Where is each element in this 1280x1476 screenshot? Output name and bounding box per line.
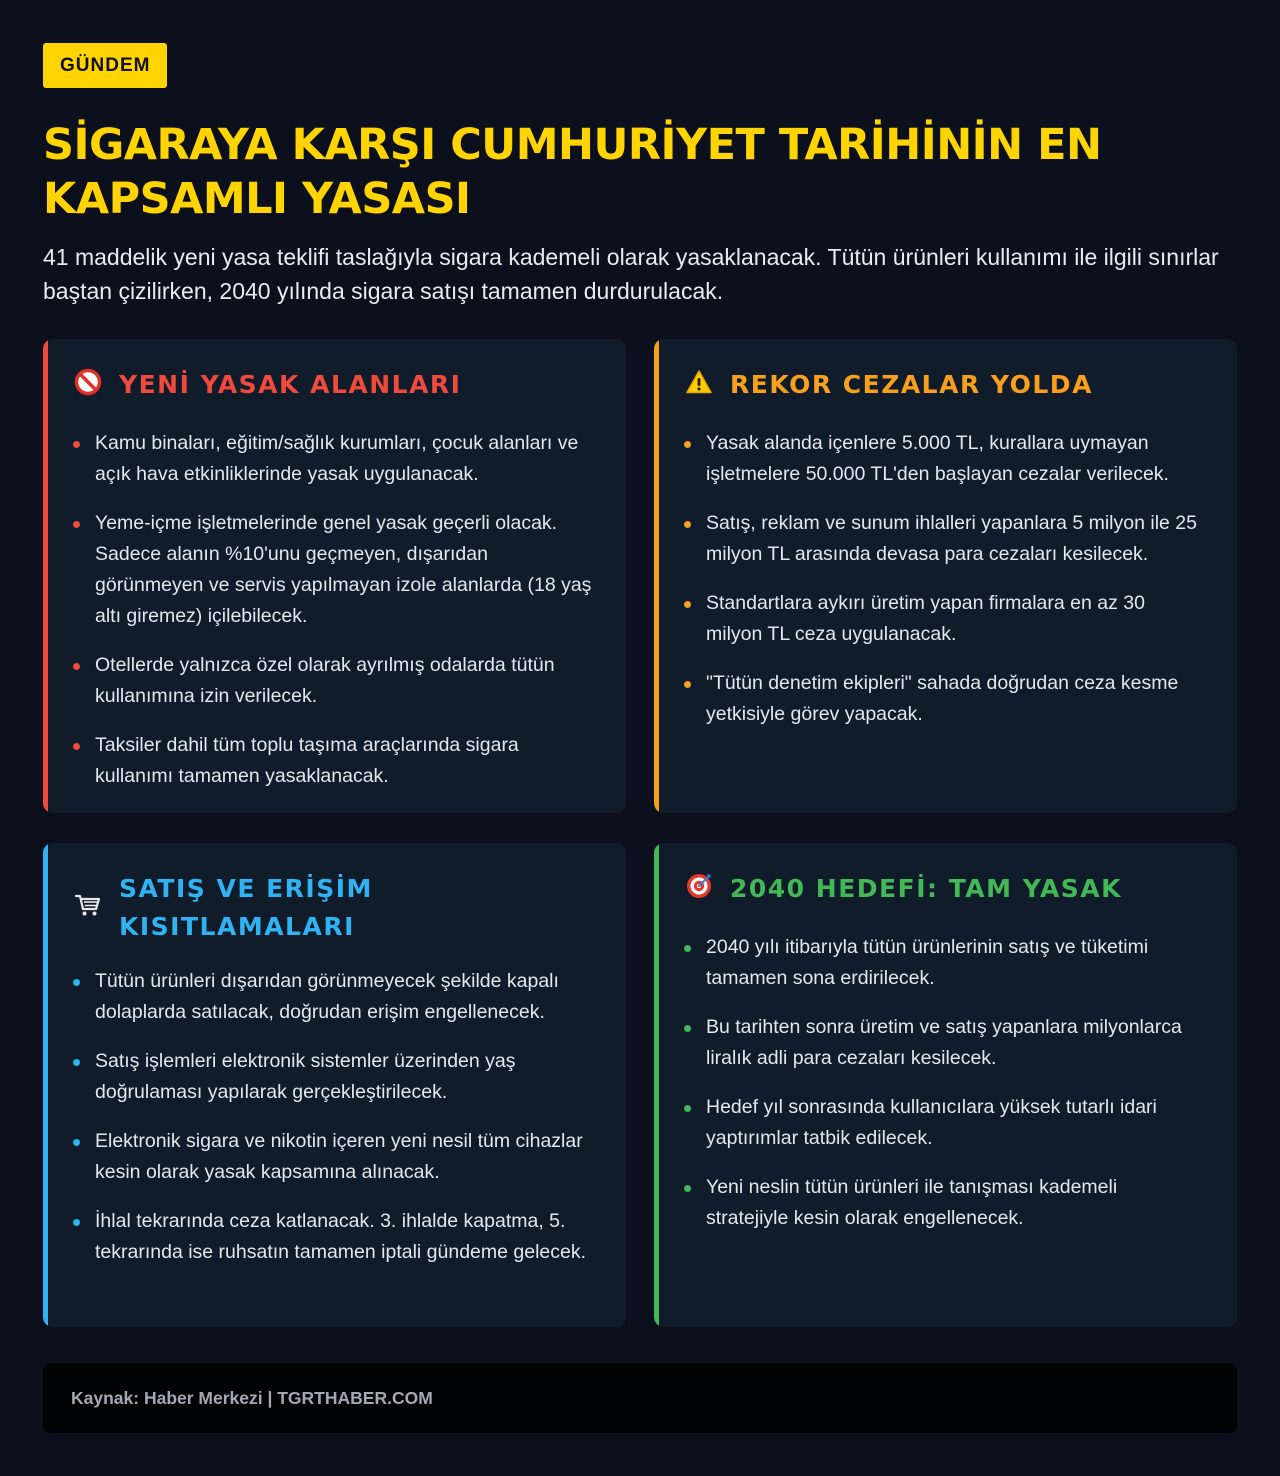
list-item: 2040 yılı itibarıyla tütün ürünlerinin satış ve tüketimi tamamen sona erdirilecek. [684, 932, 1203, 994]
list-item: Yeme-içme işletmelerinde genel yasak geçerli olacak. Sadece alanın %10'unu geçmeyen, dışarıdan görünmeyen ve servis yapılmayan izole alanlarda (18 yaş altı giremez) içilebilecek. [73, 508, 592, 632]
target-icon [684, 871, 714, 901]
card-title: 2040 HEDEFİ: TAM YASAK [730, 874, 1123, 903]
warning-icon [684, 367, 714, 397]
page-title-line-2: KAPSAMLI YASASI [43, 174, 471, 224]
list-item: Satış işlemleri elektronik sistemler üzerinden yaş doğrulaması yapılarak gerçekleştirilecek. [73, 1046, 592, 1108]
list-item: İhlal tekrarında ceza katlanacak. 3. ihlalde kapatma, 5. tekrarında ise ruhsatın tamamen iptali gündeme gelecek. [73, 1206, 592, 1268]
header [43, 43, 1237, 308]
card-title: REKOR CEZALAR YOLDA [730, 370, 1093, 399]
card-title: YENİ YASAK ALANLARI [119, 370, 462, 399]
card-2040-target [654, 843, 1237, 1327]
list-item: Standartlara aykırı üretim yapan firmalara en az 30 milyon TL ceza uygulanacak. [684, 588, 1203, 650]
bullet-list [684, 932, 1203, 1234]
list-item: Yeni neslin tütün ürünleri ile tanışması kademeli stratejiyle kesin olarak engellenecek. [684, 1172, 1203, 1234]
list-item: "Tütün denetim ekipleri" sahada doğrudan ceza kesme yetkisiyle görev yapacak. [684, 668, 1203, 730]
bullet-list [684, 428, 1203, 730]
category-tag: GÜNDEM [43, 43, 167, 88]
card-record-fines [654, 339, 1237, 813]
card-sales-access-restrictions [43, 843, 626, 1327]
list-item: Bu tarihten sonra üretim ve satış yapanlara milyonlarca liralık adli para cezaları kesilecek. [684, 1012, 1203, 1074]
page-title [43, 118, 1237, 226]
list-item: Kamu binaları, eğitim/sağlık kurumları, çocuk alanları ve açık hava etkinliklerinde yasak uygulanacak. [73, 428, 592, 490]
card-title: SATIŞ VE ERİŞİM KISITLAMALARI [119, 874, 373, 941]
list-item: Otellerde yalnızca özel olarak ayrılmış odalarda tütün kullanımına izin verilecek. [73, 650, 592, 712]
bullet-list [73, 428, 592, 792]
page-title-line-1: SİGARAYA KARŞI CUMHURİYET TARİHİNİN EN [43, 120, 1102, 170]
shopping-cart-icon [73, 890, 103, 920]
bullet-list [73, 966, 592, 1268]
lead-paragraph: 41 maddelik yeni yasa teklifi taslağıyla sigara kademeli olarak yasaklanacak. Tütün ürünleri kullanımı ile ilgili sınırlar baştan çizilirken, 2040 yılında sigara satışı tamamen durdurulacak. [43, 244, 1219, 304]
source-text: Kaynak: Haber Merkezi | TGRTHABER.COM [71, 1387, 433, 1408]
prohibited-icon [73, 367, 103, 397]
list-item: Yasak alanda içenlere 5.000 TL, kurallara uymayan işletmelere 50.000 TL'den başlayan cezalar verilecek. [684, 428, 1203, 490]
footer-source [43, 1363, 1237, 1433]
card-new-ban-areas [43, 339, 626, 813]
list-item: Tütün ürünleri dışarıdan görünmeyecek şekilde kapalı dolaplarda satılacak, doğrudan erişim engellenecek. [73, 966, 592, 1028]
list-item: Taksiler dahil tüm toplu taşıma araçlarında sigara kullanımı tamamen yasaklanacak. [73, 730, 592, 792]
list-item: Hedef yıl sonrasında kullanıcılara yüksek tutarlı idari yaptırımlar tatbik edilecek. [684, 1092, 1203, 1154]
list-item: Elektronik sigara ve nikotin içeren yeni nesil tüm cihazlar kesin olarak yasak kapsamına alınacak. [73, 1126, 592, 1188]
list-item: Satış, reklam ve sunum ihlalleri yapanlara 5 milyon ile 25 milyon TL arasında devasa para cezaları kesilecek. [684, 508, 1203, 570]
